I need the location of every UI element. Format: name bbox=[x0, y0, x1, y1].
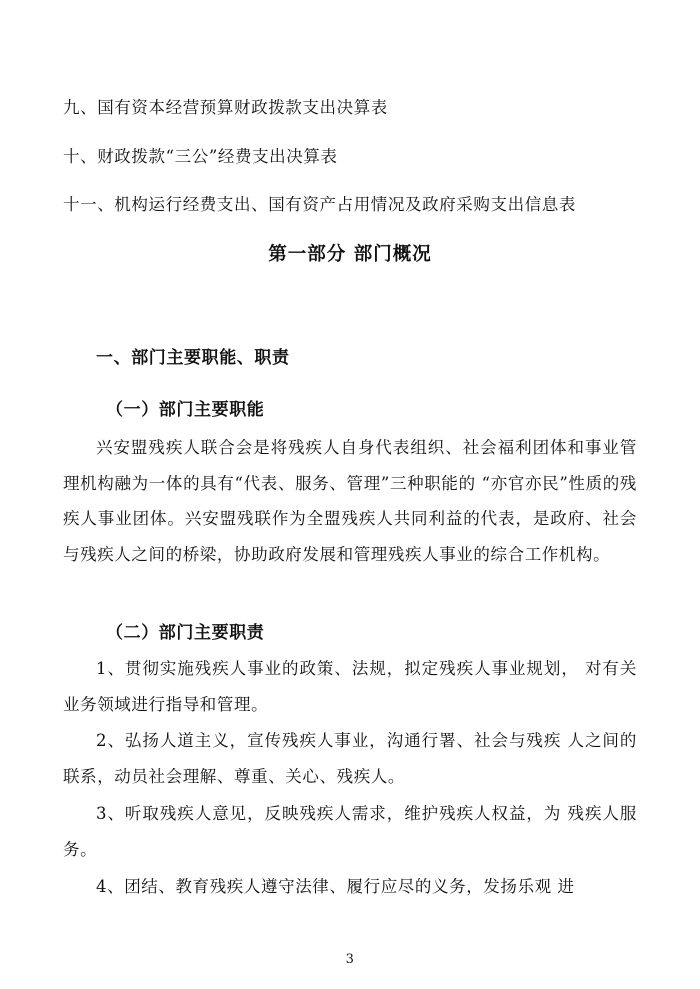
page-number: 3 bbox=[345, 952, 355, 967]
toc-item-9: 九、国有资本经营预算财政拨款支出决算表 bbox=[63, 98, 388, 117]
part-title: 第一部分 部门概况 bbox=[268, 244, 432, 265]
section-heading: 一、部门主要职能、职责 bbox=[96, 348, 290, 368]
duty-item: 4、团结、教育残疾人遵守法律、履行应尽的义务，发扬乐观 进 bbox=[96, 877, 575, 896]
subsection-heading-duties: （二）部门主要职责 bbox=[106, 623, 265, 643]
duty-item: 1、贯彻实施残疾人事业的政策、法规，拟定残疾人事业规划， 对有关业务领域进行指导和管理。 bbox=[63, 659, 637, 714]
functions-paragraph: 兴安盟残疾人联合会是将残疾人自身代表组织、社会福利团体和事业管理机构融为一体的具有“代表、服务、管理”三种职能的 “亦官亦民”性质的残疾人事业团体。兴安盟残联作为全盟残疾人共同利益的代表，是政府、社会与残疾人之间的桥梁，协助政府发展和管理残疾人事业的综合工作机构。 bbox=[63, 438, 637, 564]
toc-item-10: 十、财政拨款“三公”经费支出决算表 bbox=[63, 147, 338, 166]
toc-item-11: 十一、机构运行经费支出、国有资产占用情况及政府采购支出信息表 bbox=[63, 195, 576, 214]
subsection-heading-functions: （一）部门主要职能 bbox=[106, 400, 265, 420]
duty-item: 2、弘扬人道主义，宣传残疾人事业，沟通行署、社会与残疾 人之间的联系，动员社会理解、尊重、关心、残疾人。 bbox=[63, 731, 637, 786]
duty-item: 3、听取残疾人意见，反映残疾人需求，维护残疾人权益，为 残疾人服务。 bbox=[63, 804, 637, 859]
